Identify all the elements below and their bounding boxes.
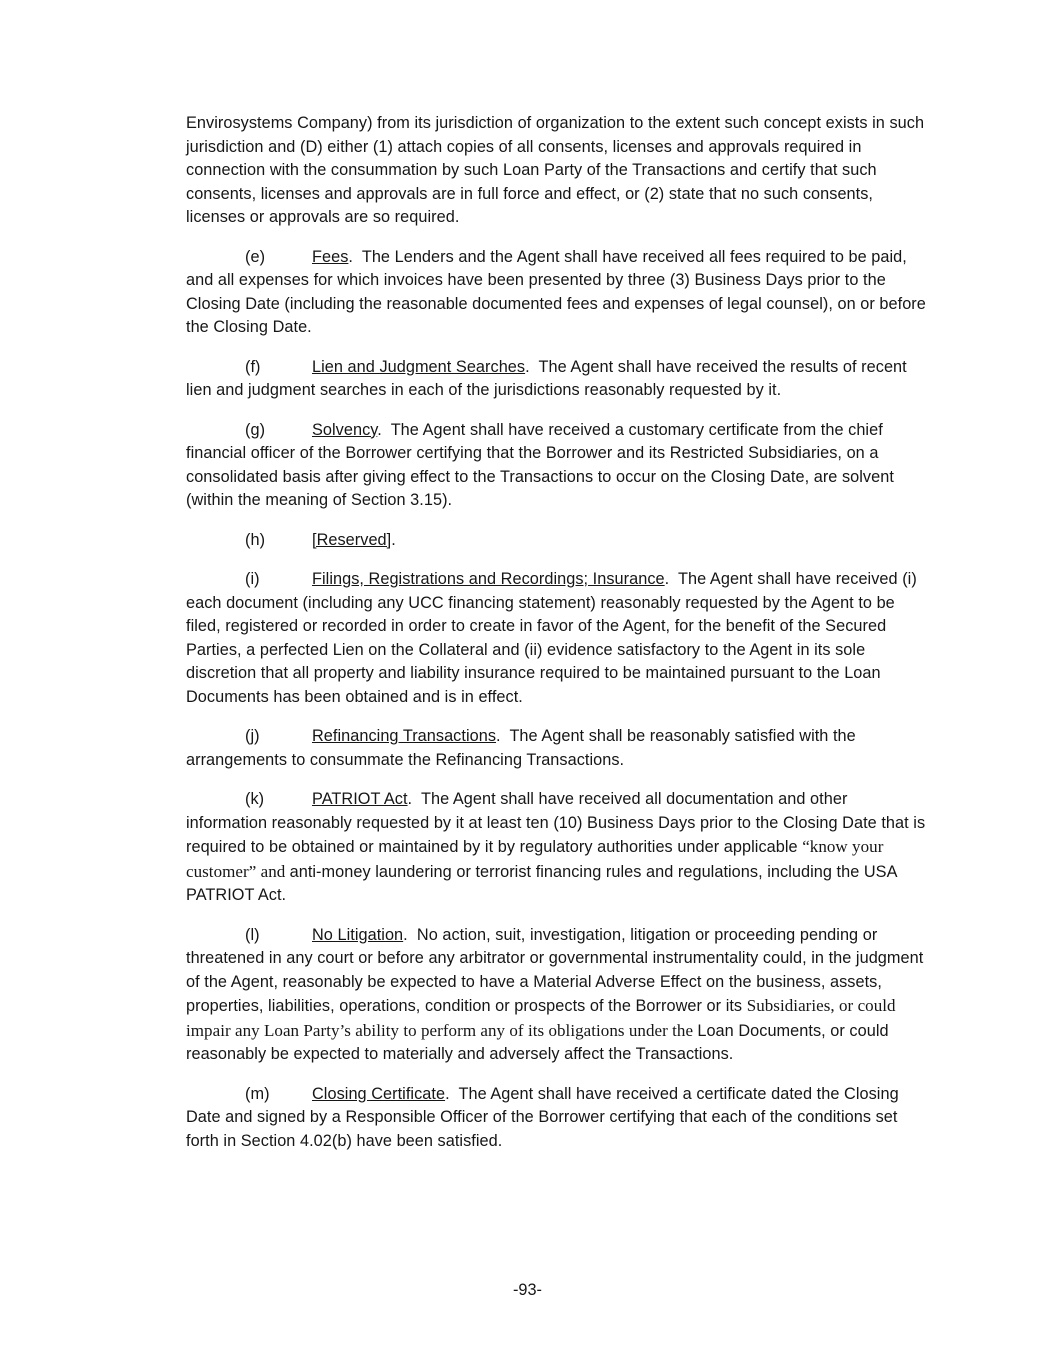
paragraph-label: (i) (245, 570, 260, 588)
text-run: . The Agent shall have received a customary certificate from the chief financial officer of the Borrower certifying that the Borrower and its Restricted Subsidiaries, on a consolidated basis after giving effect to the Transactions to occur on the Closing Date, are solvent (within the meaning of Section 3.15). (186, 420, 894, 509)
paragraph-label: (g) (245, 420, 266, 439)
text-run: Envirosystems Company) from its jurisdiction of organization to the extent such concept exists in such jurisdiction and (D) either (1) attach copies of all consents, licenses and approvals required in connection with the consummation by such Loan Party of the Transactions and certify that such consents, licenses and approvals are in full force and effect, or (2) state that no such consents, licenses or approvals are so required. (186, 114, 925, 226)
paragraph (186, 419, 927, 513)
paragraph-label: (j) (245, 727, 260, 745)
paragraph-label: (f) (245, 357, 261, 376)
paragraph (186, 1083, 927, 1154)
paragraph (186, 112, 927, 230)
text-run: . The Lenders and the Agent shall have received all fees required to be paid, and all expenses for which invoices have been presented by three (3) Business Days prior to the Closing Date (including the reasonable documented fees and expenses of legal counsel), on or before the Closing Date. (186, 247, 926, 336)
paragraph (186, 568, 927, 709)
text-run: . (391, 530, 396, 549)
section-heading-underlined: Solvency (312, 420, 378, 439)
section-heading-underlined: PATRIOT Act (312, 790, 408, 808)
section-heading-underlined: Fees (312, 247, 349, 266)
paragraph (186, 788, 927, 908)
paragraph (186, 725, 927, 772)
paragraph-label: (h) (245, 530, 266, 549)
paragraph (186, 356, 927, 403)
text-run: Loan Documents, or could reasonably be expected to materially and adversely affect the Transactions. (186, 1021, 889, 1063)
text-run: “know your customer” and (186, 837, 884, 881)
paragraph (186, 529, 927, 553)
paragraph-label: (m) (245, 1084, 270, 1103)
text-run: . No action, suit, investigation, litigation or proceeding pending or threatened in any court or before any arbitrator or governmental instrumentality could, in the judgment of the Agent, reasonably be expected to have a Material Adverse Effect on the business, assets, properties, liabilities, operations, condition or prospects of the Borrower or its (186, 925, 924, 1015)
section-heading-underlined: Refinancing Transactions (312, 727, 497, 745)
section-heading-underlined: No Litigation (312, 925, 404, 944)
paragraph-label: (e) (245, 247, 266, 266)
section-heading-underlined: Filings, Registrations and Recordings; Insurance (312, 570, 665, 588)
text-run: Subsidiaries, or could impair any Loan Party’s ability to perform any of its obligations under the (186, 996, 896, 1040)
section-heading-underlined: Lien and Judgment Searches (312, 357, 526, 376)
paragraph-label: (l) (245, 925, 260, 944)
text-run: anti-money laundering or terrorist financing rules and regulations, including the USA PATRIOT Act. (186, 862, 897, 904)
document-body (186, 112, 927, 1169)
paragraph (186, 924, 927, 1067)
section-heading-underlined: Closing Certificate (312, 1084, 446, 1103)
text-run: . The Agent shall have received (i) each document (including any UCC financing statement) reasonably requested by the Agent to be filed, registered or recorded in order to create in favor of the Agent, for the benefit of the Secured Parties, a perfected Lien on the Collateral and (ii) evidence satisfactory to the Agent in its sole discretion that all property and liability insurance required to be maintained pursuant to the Loan Documents has been obtained and is in effect. (186, 570, 917, 706)
section-heading-underlined: [Reserved] (312, 530, 392, 549)
text-run: . The Agent shall have received the results of recent lien and judgment searches in each of the jurisdictions reasonably requested by it. (186, 357, 907, 399)
page-number: -93- (513, 1281, 542, 1299)
text-run: . The Agent shall have received a certificate dated the Closing Date and signed by a Responsible Officer of the Borrower certifying that each of the conditions set forth in Section 4.02(b) have been satisfied. (186, 1084, 899, 1150)
paragraph (186, 246, 927, 340)
text-run: . The Agent shall be reasonably satisfied with the arrangements to consummate the Refinancing Transactions. (186, 727, 856, 769)
text-run: . The Agent shall have received all documentation and other information reasonably requested by it at least ten (10) Business Days prior to the Closing Date that is required to be obtained or maintained by it by regulatory authorities under applicable (186, 790, 926, 856)
paragraph-label: (k) (245, 790, 265, 808)
